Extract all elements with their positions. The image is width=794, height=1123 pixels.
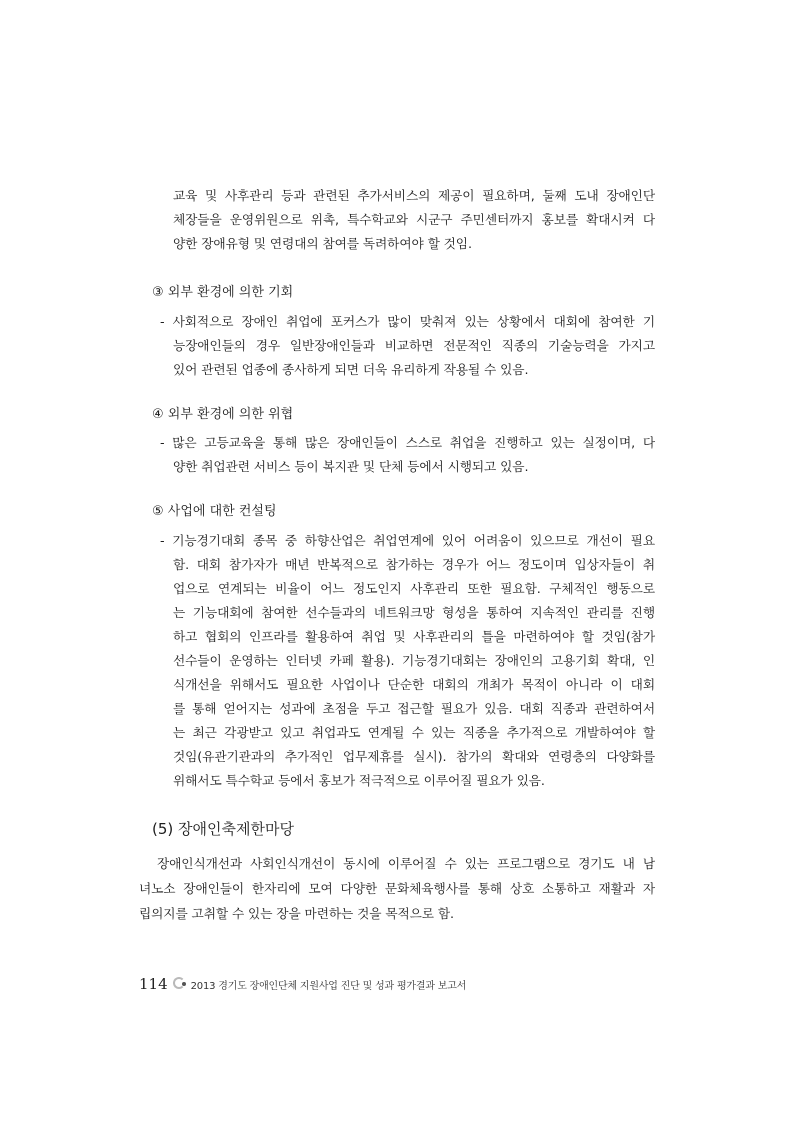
section-line-1: 장애인식개선과 사회인식개선이 동시에 이루어질 수 있는 프로그램으로 경기도 내 남	[157, 856, 655, 871]
item4-line-1: - 많은 고등교육을 통해 많은 장애인들이 스스로 취업을 진행하고 있는 실정이며, 다	[160, 435, 655, 450]
intro-line-3: 양한 장애유형 및 연령대의 참여를 독려하여야 할 것임.	[173, 236, 472, 251]
item3-line-3: 있어 관련된 업종에 종사하게 되면 더욱 유리하게 작용될 수 있음.	[173, 362, 529, 377]
item5-line-10: 것임(유관기관과의 추가적인 업무제휴를 실시). 참가의 확대와 연령층의 다양화를	[173, 749, 655, 764]
section-title: (5) 장애인축제한마당	[152, 820, 294, 838]
page-number: 114	[139, 975, 168, 993]
item5-line-5: 하고 협회의 인프라를 활용하여 취업 및 사후관리의 틀을 마련하여야 할 것임(참가	[173, 629, 655, 644]
item3-line-1: - 사회적으로 장애인 취업에 포커스가 많이 맞춰져 있는 상황에서 대회에 참여한 기	[160, 314, 655, 329]
intro-line-1: 교육 및 사후관리 등과 관련된 추가서비스의 제공이 필요하며, 둘째 도내 장애인단	[173, 188, 655, 203]
item5-line-1: - 기능경기대회 종목 중 하향산업은 취업연계에 있어 어려움이 있으므로 개선이 필요	[160, 533, 655, 548]
item5-line-6: 선수들이 운영하는 인터넷 카페 활용). 기능경기대회는 장애인의 고용기회 확대, 인	[173, 653, 655, 668]
section-line-3: 립의지를 고취할 수 있는 장을 마련하는 것을 목적으로 함.	[139, 906, 454, 921]
item5-line-9: 는 최근 각광받고 있고 취업과도 연계될 수 있는 직종을 추가적으로 개발하여야 할	[173, 725, 655, 740]
item3-line-2: 능장애인들의 경우 일반장애인들과 비교하면 전문적인 직종의 기술능력을 가지고	[173, 338, 655, 353]
item4-heading: ④ 외부 환경에 의한 위협	[152, 407, 294, 422]
item5-line-2: 함. 대회 참가자가 매년 반복적으로 참가하는 경우가 어느 정도이며 입상자들이 취	[173, 557, 655, 572]
item5-line-8: 를 통해 얻어지는 성과에 초점을 두고 접근할 필요가 있음. 대회 직종과 관련하여서	[173, 701, 655, 716]
item4-line-2: 양한 취업관련 서비스 등이 복지관 및 단체 등에서 시행되고 있음.	[173, 459, 529, 474]
circle-arc-bullet-icon	[173, 977, 187, 991]
item5-line-7: 식개선을 위해서도 필요한 사업이나 단순한 대회의 개최가 목적이 아니라 이 대회	[173, 677, 655, 692]
page-footer	[139, 973, 466, 995]
item5-heading: ⑤ 사업에 대한 컨설팅	[152, 504, 277, 519]
intro-line-2: 체장들을 운영위원으로 위촉, 특수학교와 시군구 주민센터까지 홍보를 확대시켜 다	[173, 212, 655, 227]
item5-line-3: 업으로 연계되는 비율이 어느 정도인지 사후관리 또한 필요함. 구체적인 행동으로	[173, 581, 655, 596]
item3-heading: ③ 외부 환경에 의한 기회	[152, 285, 294, 300]
footer-report-title: 2013 경기도 장애인단체 지원사업 진단 및 성과 평가결과 보고서	[190, 980, 467, 992]
item5-line-4: 는 기능대회에 참여한 선수들과의 네트워크망 형성을 통하여 지속적인 관리를 진행	[173, 605, 655, 620]
section-line-2: 녀노소 장애인들이 한자리에 모여 다양한 문화체육행사를 통해 상호 소통하고 재활과 자	[139, 881, 655, 896]
item5-line-11: 위해서도 특수학교 등에서 홍보가 적극적으로 이루어질 필요가 있음.	[173, 773, 545, 788]
